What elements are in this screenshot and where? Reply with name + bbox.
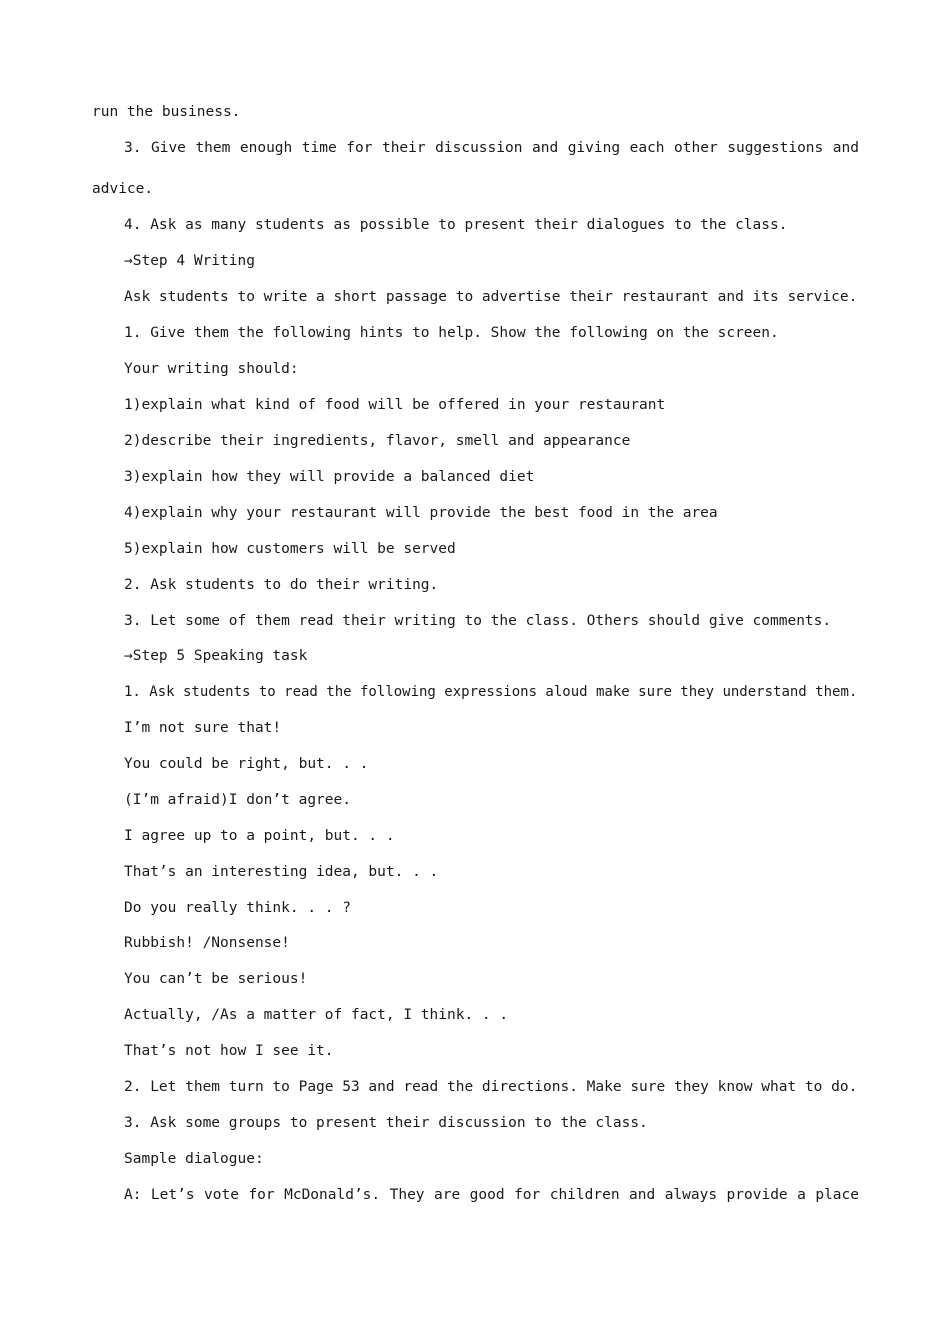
expression-item: You can’t be serious! (124, 971, 308, 987)
expression-item: That’s not how I see it. (124, 1043, 334, 1059)
text-line: 1. Ask students to read the following expressions aloud make sure they understand them. (124, 684, 858, 700)
text-line: 4. Ask as many students as possible to present their dialogues to the class. (124, 217, 788, 233)
text-line: Sample dialogue: (124, 1151, 264, 1167)
text-line: 1. Give them the following hints to help. Show the following on the screen. (124, 325, 779, 341)
list-item: 4)explain why your restaurant will provide the best food in the area (124, 505, 718, 521)
list-item: 3)explain how they will provide a balanced diet (124, 469, 535, 485)
expression-item: You could be right, but. . . (124, 756, 369, 772)
expression-item: Do you really think. . . ? (124, 900, 351, 916)
expression-item: (I’m afraid)I don’t agree. (124, 792, 351, 808)
step-heading: →Step 4 Writing (124, 253, 255, 269)
expression-item: I’m not sure that! (124, 720, 282, 736)
text-line: advice. (92, 181, 154, 197)
expression-item: Actually, /As a matter of fact, I think. . . (124, 1007, 509, 1023)
text-line: Ask students to write a short passage to advertise their restaurant and its service. (124, 289, 858, 305)
dialogue-line: A: Let’s vote for McDonald’s. They are good for children and always provide a place (124, 1187, 859, 1203)
text-line: 2. Ask students to do their writing. (124, 577, 439, 593)
text-line: 3. Let some of them read their writing to the class. Others should give comments. (124, 613, 832, 629)
text-line: run the business. (92, 104, 241, 120)
expression-item: Rubbish! /Nonsense! (124, 935, 290, 951)
text-line: 3. Give them enough time for their discussion and giving each other suggestions and (124, 140, 859, 156)
expression-item: That’s an interesting idea, but. . . (124, 864, 439, 880)
step-heading: →Step 5 Speaking task (124, 648, 308, 664)
list-item: 5)explain how customers will be served (124, 541, 456, 557)
text-line: 2. Let them turn to Page 53 and read the directions. Make sure they know what to do. (124, 1079, 858, 1095)
text-line: Your writing should: (124, 361, 299, 377)
list-item: 1)explain what kind of food will be offered in your restaurant (124, 397, 666, 413)
expression-item: I agree up to a point, but. . . (124, 828, 395, 844)
text-line: 3. Ask some groups to present their discussion to the class. (124, 1115, 648, 1131)
list-item: 2)describe their ingredients, flavor, smell and appearance (124, 433, 631, 449)
